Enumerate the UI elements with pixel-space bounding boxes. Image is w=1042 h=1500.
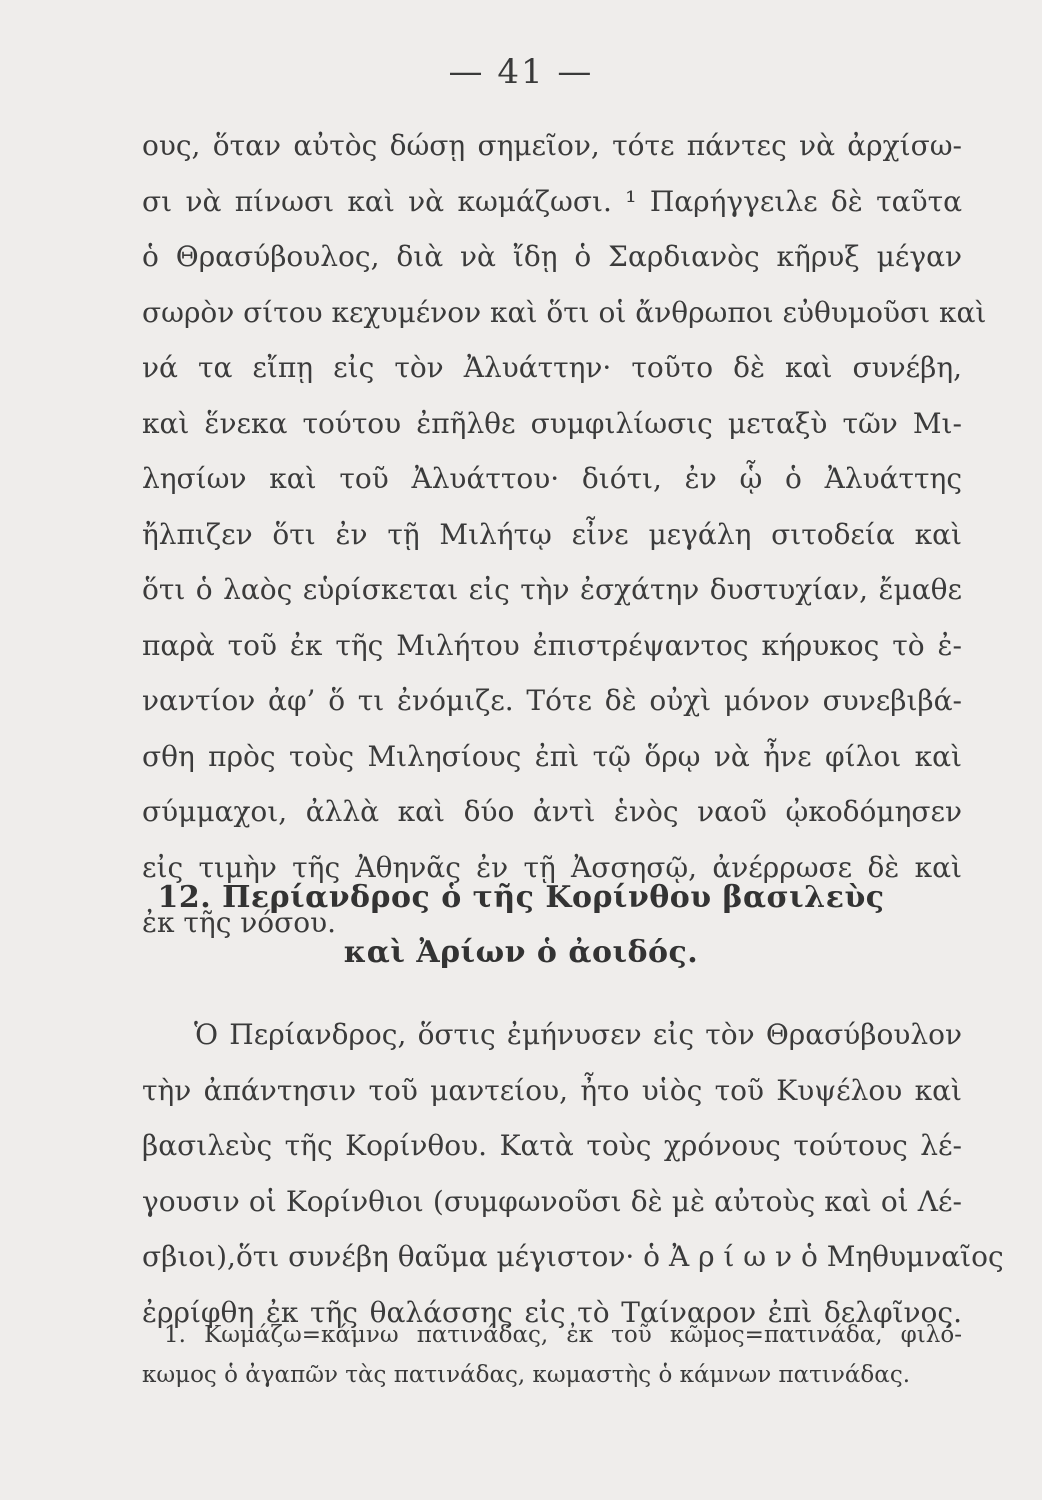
text-line: παρὰ τοῦ ἐκ τῆς Μιλήτου ἐπιστρέψαντος κήρυκος τὸ ἐ- — [142, 628, 962, 662]
footnote — [142, 1315, 962, 1395]
text-line: ναντίον ἀφ’ ὅ τι ἐνόμιζε. Τότε δὲ οὐχὶ μόνον συνεβιβά- — [142, 684, 962, 717]
text-line: σθη πρὸς τοὺς Μιλησίους ἐπὶ τῷ ὅρῳ νὰ ἦνε φίλοι καὶ — [142, 739, 962, 773]
text-line: λησίων καὶ τοῦ Ἀλυάττου· διότι, ἐν ᾧ ὁ Ἀλυάττης — [142, 462, 962, 495]
footnote-line: 1. Κωμάζω=κάμνω πατινάδας, ἐκ τοῦ κῶμος=πατινάδα, φιλό- — [164, 1322, 962, 1348]
text-line: ἐρρίφθη ἐκ τῆς θαλάσσης εἰς τὸ Ταίναρον ἐπὶ δελφῖνος. — [142, 1295, 962, 1329]
text-line: ἤλπιζεν ὅτι ἐν τῇ Μιλήτῳ εἶνε μεγάλη σιτοδεία καὶ — [142, 517, 962, 551]
text-line: σι νὰ πίνωσι καὶ νὰ κωμάζωσι. ¹ Παρήγγειλε δὲ ταῦτα — [142, 184, 962, 218]
text-line: γουσιν οἱ Κορίνθιοι (συμφωνοῦσι δὲ μὲ αὐτοὺς καὶ οἱ Λέ- — [142, 1184, 962, 1218]
page-number: — 41 — — [448, 52, 594, 92]
text-line: ὁ Θρασύβουλος, διὰ νὰ ἴδῃ ὁ Σαρδιανὸς κῆρυξ μέγαν — [142, 240, 962, 273]
paragraph-section-12 — [142, 1007, 1004, 1340]
text-line: ους, ὅταν αὐτὸς δώσῃ σημεῖον, τότε πάντες νὰ ἀρχίσω- — [142, 129, 962, 162]
text-line: σύμμαχοι, ἀλλὰ καὶ δύο ἀντὶ ἑνὸς ναοῦ ᾠκοδόμησεν — [142, 795, 962, 828]
section-heading-line1: 12. Περίανδρος ὁ τῆς Κορίνθου βασιλεὺς — [157, 880, 885, 915]
footnote-line: κωμος ὁ ἀγαπῶν τὰς πατινάδας, κωμαστὴς ὁ κάμνων πατινάδας. — [142, 1362, 911, 1388]
text-line: σβιοι),ὅτι συνέβη θαῦμα μέγιστον· ὁ Ἀ ρ ί ω ν ὁ Μηθυμναῖος — [142, 1240, 1004, 1273]
text-line: σωρὸν σίτου κεχυμένον καὶ ὅτι οἱ ἄνθρωποι εὐθυμοῦσι καὶ — [142, 295, 987, 329]
text-line: νά τα εἴπῃ εἰς τὸν Ἀλυάττην· τοῦτο δὲ καὶ συνέβη, — [142, 351, 962, 384]
text-line: καὶ ἕνεκα τούτου ἐπῆλθε συμφιλίωσις μεταξὺ τῶν Μι- — [142, 406, 962, 440]
paragraph-continued — [142, 118, 987, 951]
text-line: Ὁ Περίανδρος, ὅστις ἐμήνυσεν εἰς τὸν Θρασύβουλον — [194, 1018, 962, 1051]
section-heading-line2: καὶ Ἀρίων ὁ ἀοιδός. — [343, 935, 699, 970]
text-line: εἰς τιμὴν τῆς Ἀθηνᾶς ἐν τῇ Ἀσσησῷ, ἀνέρρωσε δὲ καὶ — [142, 850, 962, 884]
text-line: ἐκ τῆς νόσου. — [142, 906, 337, 939]
text-line: τὴν ἀπάντησιν τοῦ μαντείου, ἦτο υἱὸς τοῦ Κυψέλου καὶ — [142, 1073, 962, 1107]
text-line: ὅτι ὁ λαὸς εὑρίσκεται εἰς τὴν ἐσχάτην δυστυχίαν, ἔμαθε — [142, 573, 962, 606]
text-line: βασιλεὺς τῆς Κορίνθου. Κατὰ τοὺς χρόνους τούτους λέ- — [142, 1129, 962, 1162]
